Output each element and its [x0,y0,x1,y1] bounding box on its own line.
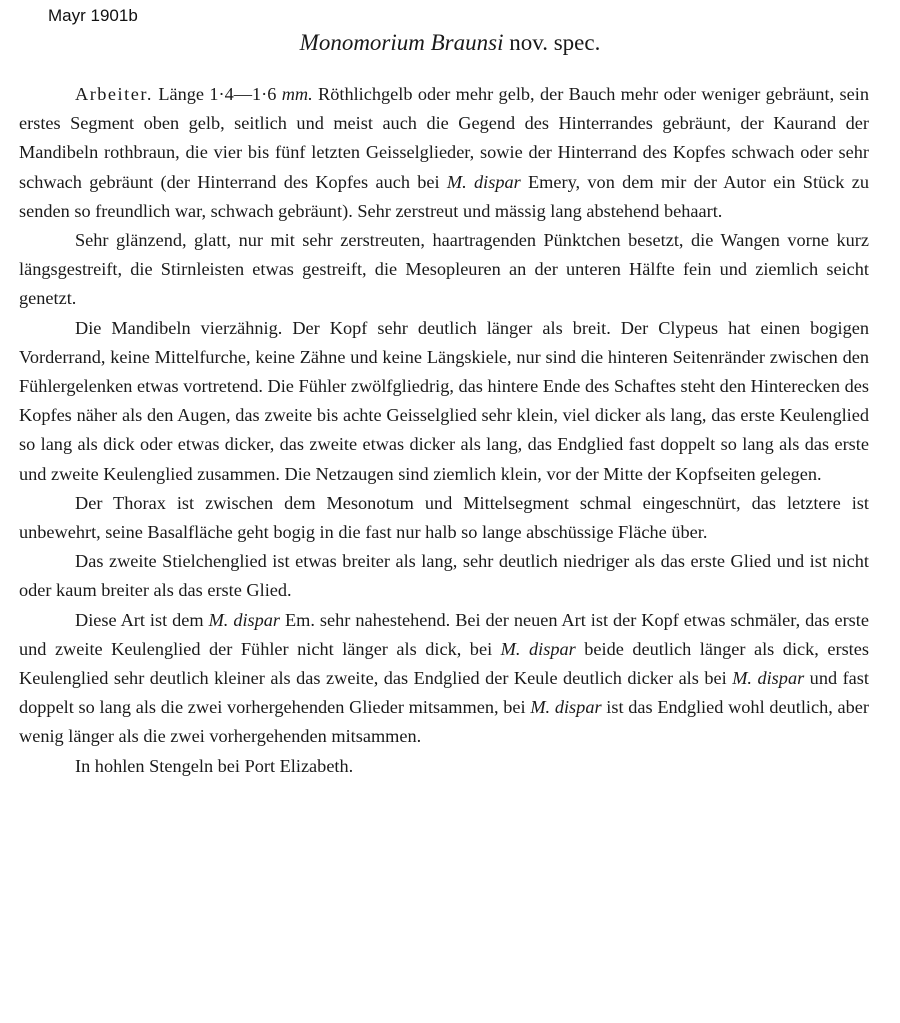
text-segment: Das zweite Stielchenglied ist etwas breiter als lang, sehr deutlich niedriger als das erste Glied und ist nicht oder kaum breiter als das erste Glied. [19,551,869,601]
text-segment: M. dispar [208,609,281,630]
text-segment: Der Thorax ist zwischen dem Mesonotum und Mittelsegment schmal eingeschnürt, das letztere ist unbewehrt, seine Basalfläche geht bogig in die fast nur halb so lange abschüssige Fläche über. [19,492,869,543]
paragraph-locality [19,752,869,781]
paragraph-worker [19,80,869,226]
text-segment: M. dispar [446,171,521,192]
text-segment: Röthlichgelb oder mehr gelb, der Bauch mehr oder weniger gebräunt, sein erstes Segment oben gelb, seitlich und meist auch die Gegend des Hinterrandes gebräunt, der Kaurand der Mandibeln rothbraun, die vier bis fünf letzten Geisselglieder, sowie der Hinterrand des Kopfes schwach oder sehr schwach gebräunt (der Hinterrand des Kopfes auch bei [19,84,869,192]
text-segment: M. dispar [500,638,576,659]
paragraph-head [19,314,869,489]
description-body [19,80,869,781]
text-segment: ist das Endglied wohl deutlich, aber wenig länger als die zwei vorhergehenden mitsammen. [19,697,869,747]
paragraph-petiole [19,547,869,605]
text-segment: Em. sehr nahestehend. Bei der neuen Art ist der Kopf etwas schmäler, das erste und zweite Keulenglied der Fühler nicht länger als dick, bei [19,609,869,659]
text-segment: M. dispar [530,697,602,718]
citation-label: Mayr 1901b [48,6,138,25]
text-segment: Emery, von dem mir der Autor ein Stück zu senden so freundlich war, schwach gebräunt). Sehr zerstreut und mässig lang abstehend behaart. [19,171,869,221]
text-segment: Diese Art ist dem [75,609,209,630]
page-title [0,30,900,56]
text-segment: Arbeiter. [75,84,153,104]
text-segment: Sehr glänzend, glatt, nur mit sehr zerstreuten, haartragenden Pünktchen besetzt, die Wangen vorne kurz längsgestreift, die Stirnleisten etwas gestreift, die Mesopleuren an der unteren Hälfte fein und ziemlich seicht genetzt. [19,230,869,309]
paragraph-surface [19,226,869,314]
text-segment: Die Mandibeln vierzähnig. Der Kopf sehr deutlich länger als breit. Der Clypeus hat einen bogigen Vorderrand, keine Mittelfurche, keine Zähne und keine Längskiele, nur sind die hinteren Seitenränder zwischen den Fühlergelenken etwas vortretend. Die Fühler zwölfgliedrig, das hintere Ende des Schaftes steht den Hinterecken des Kopfes näher als den Augen, das zweite bis achte Geisselglied sehr klein, viel dicker als lang, das erste Keulenglied so lang als dick oder etwas dicker, das zweite etwas dicker als lang, das Endglied fast doppelt so lang als das erste und zweite Keulenglied zusammen. Die Netzaugen sind ziemlich klein, vor der Mitte der Kopfseiten gelegen. [19,317,869,484]
text-segment: beide deutlich länger als dick, erstes Keulenglied sehr deutlich kleiner als das zweite, das Endglied der Keule deutlich dicker als bei [19,638,869,689]
text-segment: Länge 1·4—1·6 [152,84,282,104]
paragraph-thorax [19,489,869,547]
species-name: Monomorium Braunsi [299,30,504,55]
text-segment: M. dispar [732,668,805,689]
paragraph-comparison [19,606,869,752]
text-segment: und fast doppelt so lang als die zwei vorhergehenden Glieder mitsammen, bei [19,668,869,718]
text-segment: mm. [281,84,313,104]
text-segment: In hohlen Stengeln bei Port Elizabeth. [75,755,354,776]
title-suffix: nov. spec. [503,30,601,55]
